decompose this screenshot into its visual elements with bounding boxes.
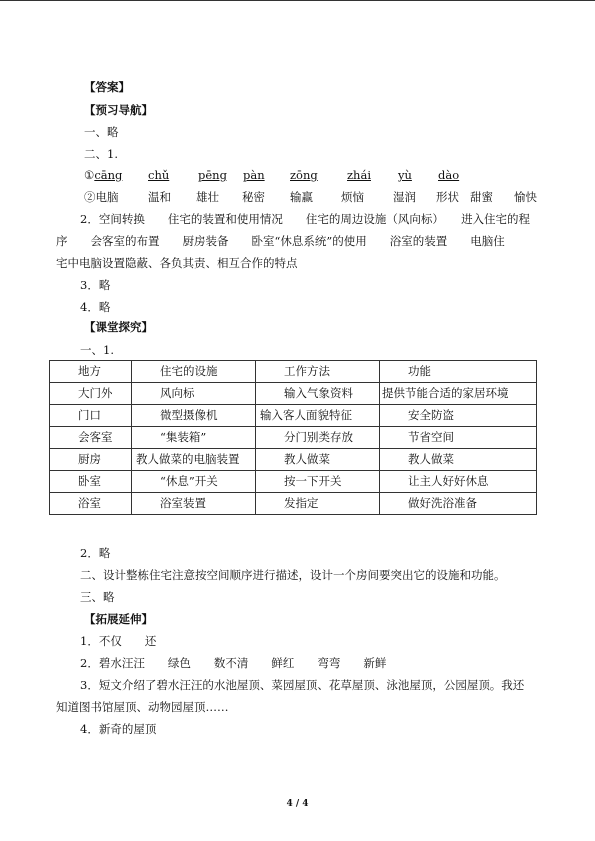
table-cell: 门口	[50, 405, 132, 427]
words-prefix: ②	[84, 190, 96, 204]
preview-heading: 【预习导航】	[84, 103, 153, 117]
table-row	[50, 449, 537, 471]
word: 秘密	[242, 190, 265, 204]
table-cell: 卧室	[50, 471, 132, 493]
pinyin-word: yù	[398, 168, 412, 182]
words-row	[84, 190, 119, 205]
table-header-row	[50, 361, 537, 383]
preview-item-2: 二、1.	[84, 147, 118, 161]
word: 雄壮	[196, 190, 219, 204]
pinyin-word: zhái	[347, 168, 371, 182]
class-item-3: 三、略	[80, 590, 115, 604]
table-cell: 提供节能合适的家居环境	[380, 383, 537, 405]
page-number: 4 / 4	[286, 799, 309, 809]
table-row	[50, 383, 537, 405]
preview-item-4: 4．略	[80, 300, 111, 314]
table-cell: 大门外	[50, 383, 132, 405]
preview-item-2-2-line3: 宅中电脑设置隐蔽、各负其责、相互合作的特点	[56, 256, 298, 270]
extend-item-1: 1．不仅 还	[80, 634, 157, 648]
class-item-1: 一、1.	[80, 343, 114, 357]
table-header: 地方	[50, 361, 132, 383]
table-cell: 浴室	[50, 493, 132, 515]
word: 电脑	[95, 190, 119, 204]
extend-heading: 【拓展延伸】	[84, 612, 153, 626]
preview-item-3: 3．略	[80, 278, 111, 292]
table-cell: 安全防盗	[380, 405, 537, 427]
table-header: 工作方法	[256, 361, 380, 383]
table-cell: 发指定	[256, 493, 380, 515]
table-row	[50, 405, 537, 427]
pinyin-word: chǔ	[148, 168, 170, 182]
pinyin-prefix: ①	[84, 168, 95, 182]
pinyin-word: zōng	[290, 168, 318, 182]
facilities-table	[49, 360, 537, 515]
word: 温和	[148, 190, 171, 204]
pinyin-word: pēng	[198, 168, 227, 182]
preview-item-2-2-line1: 2．空间转换 住宅的装置和使用情况 住宅的周边设施（风向标） 进入住宅的程	[80, 212, 531, 226]
extend-item-4: 4．新奇的屋顶	[80, 722, 157, 736]
table-cell: 分门别类存放	[256, 427, 380, 449]
pinyin-word: dào	[438, 168, 460, 182]
table-header: 住宅的设施	[132, 361, 256, 383]
class-item-2: 二、设计整栋住宅注意按空间顺序进行描述，设计一个房间要突出它的设施和功能。	[80, 568, 506, 582]
table-cell: 教人做菜的电脑装置	[132, 449, 256, 471]
word: 愉快	[514, 190, 537, 204]
word: 烦恼	[341, 190, 364, 204]
word: 甜蜜	[470, 190, 493, 204]
table-row	[50, 493, 537, 515]
pinyin-word: cāng	[94, 168, 123, 182]
preview-item-2-2-line2: 序 会客室的布置 厨房装备 卧室“休息系统”的使用 浴室的装置 电脑住	[56, 234, 505, 248]
table-cell: 教人做菜	[380, 449, 537, 471]
table-cell: 输入气象资料	[256, 383, 380, 405]
answer-heading: 【答案】	[84, 80, 130, 94]
extend-item-3-line2: 知道图书馆屋顶、动物园屋顶……	[56, 700, 229, 714]
class-heading: 【课堂探究】	[84, 320, 153, 334]
table-cell: “集装箱”	[132, 427, 256, 449]
table-cell: 会客室	[50, 427, 132, 449]
table-cell: 让主人好好休息	[380, 471, 537, 493]
table-row	[50, 471, 537, 493]
preview-item-1: 一、略	[84, 125, 119, 139]
word: 输赢	[290, 190, 313, 204]
pinyin-word: pàn	[243, 168, 265, 182]
table-cell: 输入客人面貌特征	[256, 405, 380, 427]
class-item-1-2: 2．略	[80, 546, 111, 560]
table-cell: 微型摄像机	[132, 405, 256, 427]
extend-item-3-line1: 3．短文介绍了碧水汪汪的水池屋顶、菜园屋顶、花草屋顶、泳池屋顶，公园屋顶。我还	[80, 678, 525, 692]
table-cell: 浴室装置	[132, 493, 256, 515]
pinyin-row	[84, 168, 122, 183]
table-cell: 厨房	[50, 449, 132, 471]
word: 湿润	[393, 190, 416, 204]
header-rule	[0, 0, 595, 1]
table-header: 功能	[380, 361, 537, 383]
table-cell: 教人做菜	[256, 449, 380, 471]
table-cell: 按一下开关	[256, 471, 380, 493]
table-cell: “休息”开关	[132, 471, 256, 493]
table-cell: 风向标	[132, 383, 256, 405]
extend-item-2: 2．碧水汪汪 绿色 数不清 鲜红 弯弯 新鲜	[80, 656, 387, 670]
table-row	[50, 427, 537, 449]
table-cell: 做好洗浴准备	[380, 493, 537, 515]
word: 形状	[436, 190, 459, 204]
table-cell: 节省空间	[380, 427, 537, 449]
